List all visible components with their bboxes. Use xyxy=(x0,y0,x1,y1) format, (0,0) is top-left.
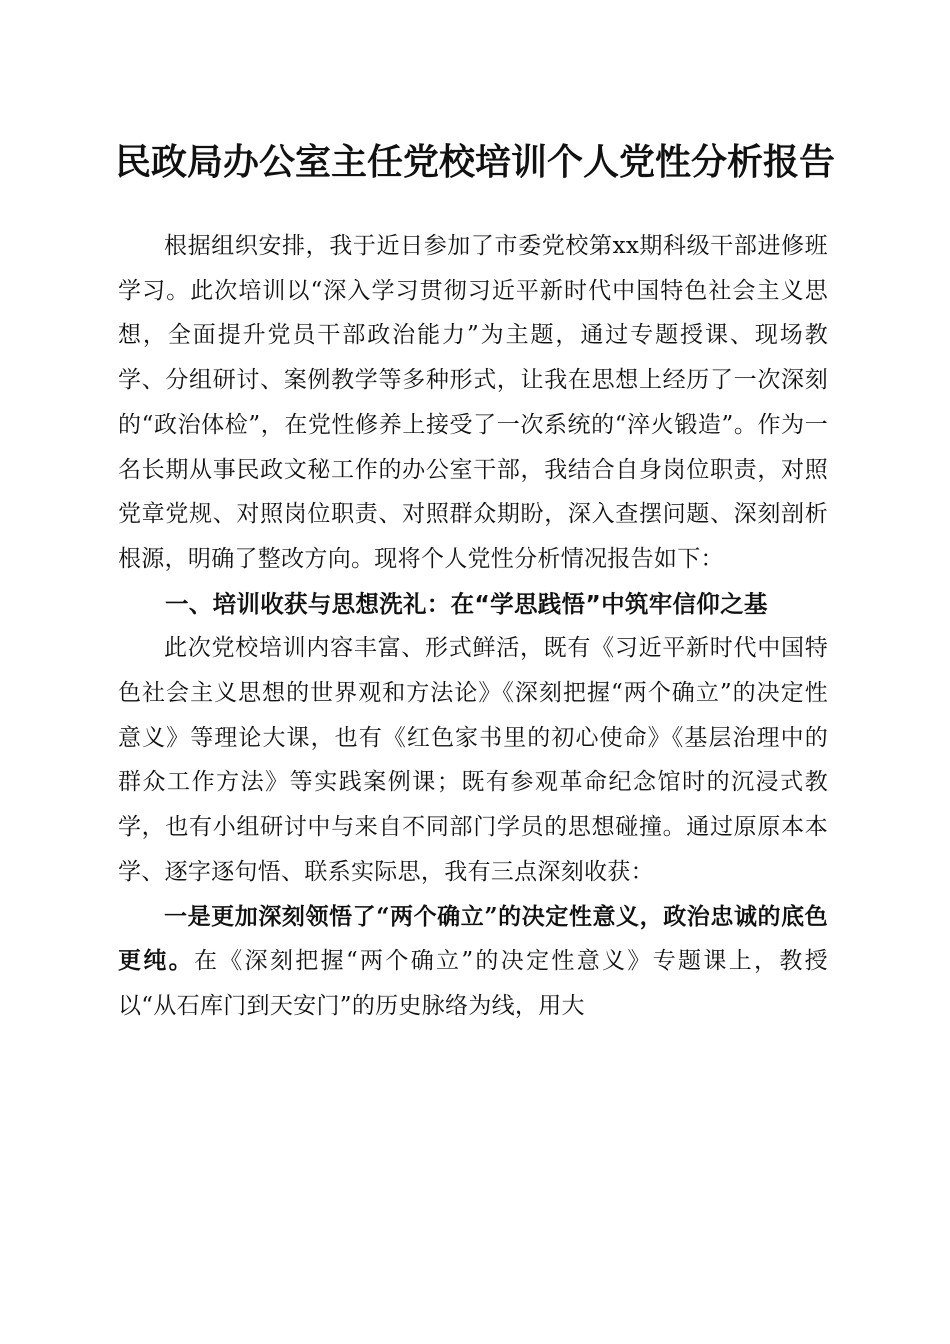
training-content-paragraph: 此次党校培训内容丰富、形式鲜活，既有《习近平新时代中国特色社会主义思想的世界观和方法论》《深刻把握“两个确立”的决定性意义》等理论大课，也有《红色家书里的初心使命》《基层治理中的群众工作方法》等实践案例课；既有参观革命纪念馆时的沉浸式教学，也有小组研讨中与来自不同部门学员的思想碰撞。通过原原本本学、逐字逐句悟、联系实际思，我有三点深刻收获： xyxy=(118,635,828,885)
gain-one-lead: 一是更加深刻领悟了“两个确立”的决定性意义，政治忠诚的底色更纯。 xyxy=(118,902,828,975)
document-title: 民政局办公室主任党校培训个人党性分析报告 xyxy=(114,141,835,183)
gain-one-paragraph xyxy=(118,895,828,1029)
gain-one-text: 在《深刻把握“两个确立”的决定性意义》专题课上，教授以“从石库门到天安门”的历史脉络为线，用大 xyxy=(118,948,828,1019)
section-heading-1: 一、培训收获与思想洗礼：在“学思践悟”中筑牢信仰之基 xyxy=(165,589,768,618)
intro-paragraph: 根据组织安排，我于近日参加了市委党校第xx期科级干部进修班学习。此次培训以“深入学习贯彻习近平新时代中国特色社会主义思想，全面提升党员干部政治能力”为主题，通过专题授课、现场教学、分组研讨、案例教学等多种形式，让我在思想上经历了一次深刻的“政治体检”，在党性修养上接受了一次系统的“淬火锻造”。作为一名长期从事民政文秘工作的办公室干部，我结合自身岗位职责，对照党章党规、对照岗位职责、对照群众期盼，深入查摆问题、深刻剖析根源，明确了整改方向。现将个人党性分析情况报告如下： xyxy=(118,233,828,572)
document-body xyxy=(118,224,828,1029)
